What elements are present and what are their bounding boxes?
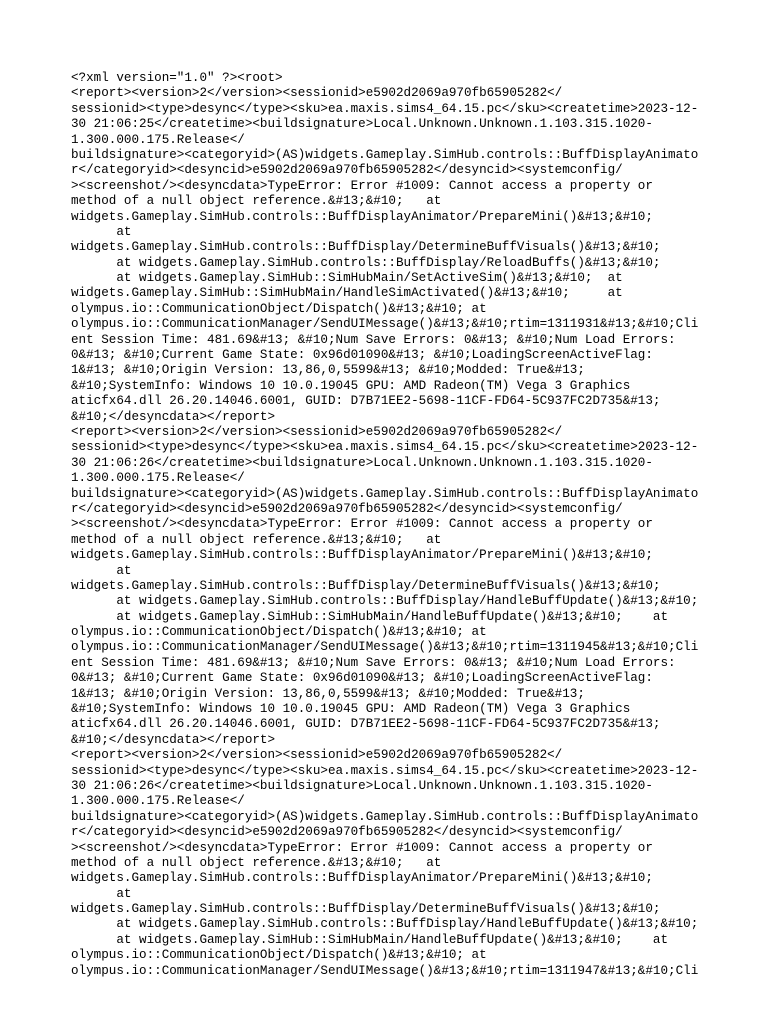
log-text-block <box>71 71 711 979</box>
text-line: olympus.io::CommunicationObject/Dispatch()&#13;&#10; at <box>71 948 487 963</box>
text-line: buildsignature><categoryid>(AS)widgets.Gameplay.SimHub.controls::BuffDisplayAnimato <box>71 147 699 162</box>
text-line: widgets.Gameplay.SimHub.controls::BuffDisplayAnimator/PrepareMini()&#13;&#10; <box>71 871 653 886</box>
text-line: sessionid><type>desync</type><sku>ea.maxis.sims4_64.15.pc</sku><createtime>2023-12- <box>71 440 699 455</box>
text-line: at widgets.Gameplay.SimHub.controls::BuffDisplay/HandleBuffUpdate()&#13;&#10; <box>71 594 699 609</box>
text-line: widgets.Gameplay.SimHub.controls::BuffDisplayAnimator/PrepareMini()&#13;&#10; <box>71 548 653 563</box>
text-line: aticfx64.dll 26.20.14046.6001, GUID: D7B71EE2-5698-11CF-FD64-5C937FC2D735&#13; <box>71 717 661 732</box>
text-line: sessionid><type>desync</type><sku>ea.maxis.sims4_64.15.pc</sku><createtime>2023-12- <box>71 101 699 116</box>
text-line: 1&#13; &#10;Origin Version: 13,86,0,5599&#13; &#10;Modded: True&#13; <box>71 363 585 378</box>
document-page <box>71 71 711 979</box>
text-line: widgets.Gameplay.SimHub.controls::BuffDisplay/DetermineBuffVisuals()&#13;&#10; <box>71 902 661 917</box>
text-line: <report><version>2</version><sessionid>e5902d2069a970fb65905282</ <box>71 748 563 763</box>
text-line: 1.300.000.175.Release</ <box>71 794 245 809</box>
text-line: olympus.io::CommunicationManager/SendUIMessage()&#13;&#10;rtim=1311945&#13;&#10;Cli <box>71 640 699 655</box>
text-line: <report><version>2</version><sessionid>e5902d2069a970fb65905282</ <box>71 86 563 101</box>
text-line: 1&#13; &#10;Origin Version: 13,86,0,5599&#13; &#10;Modded: True&#13; <box>71 686 585 701</box>
text-line: 0&#13; &#10;Current Game State: 0x96d01090&#13; &#10;LoadingScreenActiveFlag: <box>71 348 653 363</box>
text-line: buildsignature><categoryid>(AS)widgets.Gameplay.SimHub.controls::BuffDisplayAnimato <box>71 809 699 824</box>
text-line: r</categoryid><desyncid>e5902d2069a970fb65905282</desyncid><systemconfig/ <box>71 825 623 840</box>
text-line: 0&#13; &#10;Current Game State: 0x96d01090&#13; &#10;LoadingScreenActiveFlag: <box>71 671 653 686</box>
text-line: olympus.io::CommunicationManager/SendUIMessage()&#13;&#10;rtim=1311931&#13;&#10;Cli <box>71 317 699 332</box>
text-line: olympus.io::CommunicationObject/Dispatch()&#13;&#10; at <box>71 301 487 316</box>
text-line: widgets.Gameplay.SimHub.controls::BuffDisplayAnimator/PrepareMini()&#13;&#10; <box>71 209 653 224</box>
text-line: method of a null object reference.&#13;&#10; at <box>71 855 442 870</box>
text-line: widgets.Gameplay.SimHub.controls::BuffDisplay/DetermineBuffVisuals()&#13;&#10; <box>71 240 661 255</box>
text-line: widgets.Gameplay.SimHub.controls::BuffDisplay/DetermineBuffVisuals()&#13;&#10; <box>71 578 661 593</box>
text-line: 30 21:06:25</createtime><buildsignature>Local.Unknown.Unknown.1.103.315.1020- <box>71 117 653 132</box>
text-line: &#10;SystemInfo: Windows 10 10.0.19045 GPU: AMD Radeon(TM) Vega 3 Graphics <box>71 378 631 393</box>
text-line: &#10;</desyncdata></report> <box>71 732 276 747</box>
text-line: r</categoryid><desyncid>e5902d2069a970fb65905282</desyncid><systemconfig/ <box>71 501 623 516</box>
text-line: aticfx64.dll 26.20.14046.6001, GUID: D7B71EE2-5698-11CF-FD64-5C937FC2D735&#13; <box>71 394 661 409</box>
text-line: widgets.Gameplay.SimHub::SimHubMain/HandleSimActivated()&#13;&#10; at <box>71 286 623 301</box>
text-line: method of a null object reference.&#13;&#10; at <box>71 194 442 209</box>
text-line: at widgets.Gameplay.SimHub::SimHubMain/HandleBuffUpdate()&#13;&#10; at <box>71 932 669 947</box>
text-line: 1.300.000.175.Release</ <box>71 471 245 486</box>
text-line: <?xml version="1.0" ?><root> <box>71 71 283 85</box>
text-line: <report><version>2</version><sessionid>e5902d2069a970fb65905282</ <box>71 424 563 439</box>
text-line: 1.300.000.175.Release</ <box>71 132 245 147</box>
text-line: &#10;</desyncdata></report> <box>71 409 276 424</box>
text-line: at widgets.Gameplay.SimHub::SimHubMain/SetActiveSim()&#13;&#10; at <box>71 271 623 286</box>
text-line: at widgets.Gameplay.SimHub.controls::BuffDisplay/HandleBuffUpdate()&#13;&#10; <box>71 917 699 932</box>
text-line: ><screenshot/><desyncdata>TypeError: Error #1009: Cannot access a property or <box>71 517 653 532</box>
text-line: buildsignature><categoryid>(AS)widgets.Gameplay.SimHub.controls::BuffDisplayAnimato <box>71 486 699 501</box>
text-line: at widgets.Gameplay.SimHub::SimHubMain/HandleBuffUpdate()&#13;&#10; at <box>71 609 669 624</box>
text-line: &#10;SystemInfo: Windows 10 10.0.19045 GPU: AMD Radeon(TM) Vega 3 Graphics <box>71 702 631 717</box>
text-line: r</categoryid><desyncid>e5902d2069a970fb65905282</desyncid><systemconfig/ <box>71 163 623 178</box>
text-line: 30 21:06:26</createtime><buildsignature>Local.Unknown.Unknown.1.103.315.1020- <box>71 778 653 793</box>
text-line: at widgets.Gameplay.SimHub.controls::BuffDisplay/ReloadBuffs()&#13;&#10; <box>71 255 661 270</box>
text-line: sessionid><type>desync</type><sku>ea.maxis.sims4_64.15.pc</sku><createtime>2023-12- <box>71 763 699 778</box>
text-line: 30 21:06:26</createtime><buildsignature>Local.Unknown.Unknown.1.103.315.1020- <box>71 455 653 470</box>
text-line: olympus.io::CommunicationManager/SendUIMessage()&#13;&#10;rtim=1311947&#13;&#10;Cli <box>71 963 699 978</box>
text-line: ent Session Time: 481.69&#13; &#10;Num Save Errors: 0&#13; &#10;Num Load Errors: <box>71 332 676 347</box>
text-line: at <box>71 886 132 901</box>
text-line: ><screenshot/><desyncdata>TypeError: Error #1009: Cannot access a property or <box>71 178 653 193</box>
text-line: method of a null object reference.&#13;&#10; at <box>71 532 442 547</box>
text-line: at <box>71 563 132 578</box>
text-line: ><screenshot/><desyncdata>TypeError: Error #1009: Cannot access a property or <box>71 840 653 855</box>
text-line: at <box>71 224 132 239</box>
text-line: ent Session Time: 481.69&#13; &#10;Num Save Errors: 0&#13; &#10;Num Load Errors: <box>71 655 676 670</box>
text-line: olympus.io::CommunicationObject/Dispatch()&#13;&#10; at <box>71 625 487 640</box>
